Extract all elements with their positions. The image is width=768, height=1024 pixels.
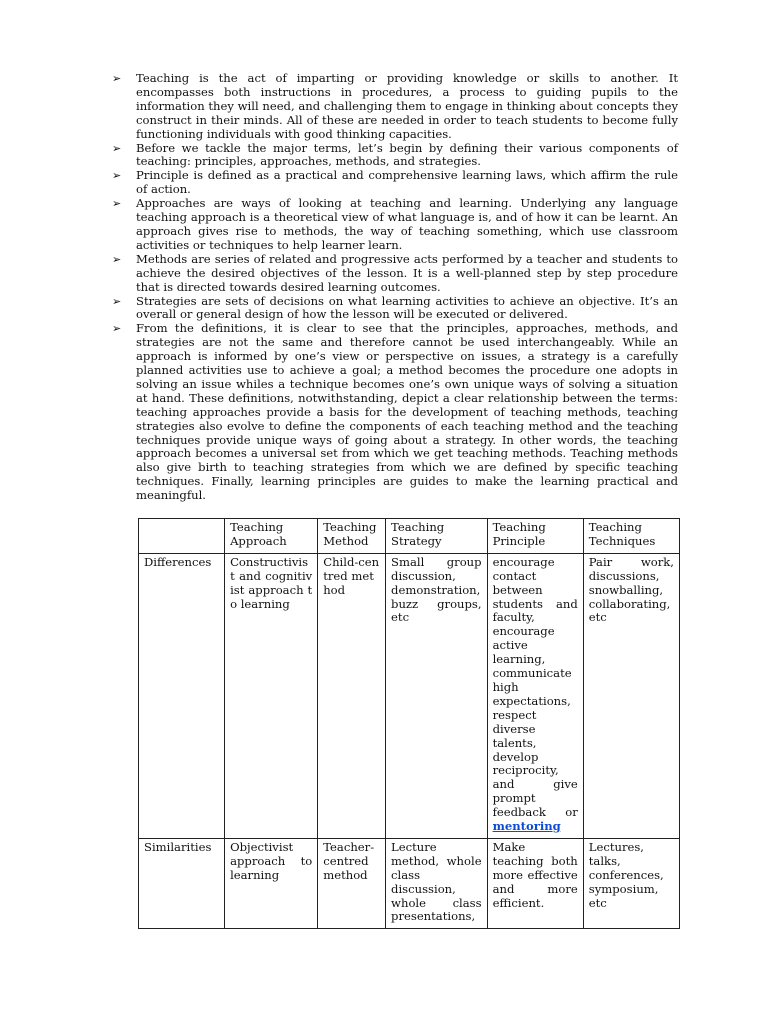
table-header-row	[139, 519, 680, 554]
table-header-cell: Teaching Method	[318, 519, 386, 554]
paragraph-definitions: ➢ From the definitions, it is clear to see that the principles, approaches, methods, and strategies are not the same and therefore cannot be used interchangeably. While an approach is informed by one’s view or perspective on issues, a strategy is a carefully planned activities use to achieve a goal; a method becomes the procedure one adopts in solving an issue whiles a technique becomes one’s own unique ways of solving a situation at hand. These definitions, notwithstanding, depict a clear relationship between the terms: teaching approaches provide a basis for the development of teaching methods, teaching strategies also evolve to define the components of each teaching method and the teaching techniques provide unique ways of going about a strategy. In other words, the teaching approach becomes a universal set from which we get teaching methods. Teaching methods also give birth to teaching strategies from which we are defined by specific teaching techniques. Finally, learning principles are guides to make the learning practical and meaningful.	[112, 321, 678, 503]
arrow-bullet-icon: ➢	[112, 294, 122, 308]
row-label: Differences	[139, 553, 225, 838]
paragraph-principle: ➢ Principle is defined as a practical and comprehensive learning laws, which affirm the rule of action.	[112, 168, 678, 197]
table-row	[139, 553, 680, 838]
paragraph-teaching: ➢ Teaching is the act of imparting or providing knowledge or skills to another. It encompasses both instructions in procedures, a process to guiding pupils to the information they will need, and challenging them to engage in thinking about concepts they construct in their minds. All of these are needed in order to teach students to become fully functioning individuals with good thinking capacities.	[112, 71, 678, 141]
table-row	[139, 838, 680, 928]
table-cell: Teacher-centred method	[318, 838, 386, 928]
table-header-cell: Teaching Approach	[225, 519, 318, 554]
table-cell: Make teaching both more effective and more efficient.	[487, 838, 583, 928]
arrow-bullet-icon: ➢	[112, 252, 122, 266]
table-header-cell: Teaching Principle	[487, 519, 583, 554]
paragraph-strategies: ➢ Strategies are sets of decisions on what learning activities to achieve an objective. It’s an overall or general design of how the lesson will be executed or delivered.	[112, 293, 678, 322]
arrow-bullet-icon: ➢	[112, 197, 122, 211]
mentoring-link[interactable]: mentoring	[492, 819, 561, 834]
paragraph-methods: ➢ Methods are series of related and progressive acts performed by a teacher and students to achieve the desired objectives of the lesson. It is a well-planned step by step procedure that is directed towards desired learning outcomes.	[112, 251, 678, 294]
table-cell: Constructivist and cognitivist approach to learning	[225, 553, 318, 838]
arrow-bullet-icon: ➢	[112, 141, 122, 155]
table-cell: Objectivist approach to learning	[225, 838, 318, 928]
table-cell: Small group discussion, demonstration, buzz groups, etc	[386, 553, 488, 838]
comparison-table	[138, 518, 680, 929]
table-cell: Lecture method, whole class discussion, whole class presentations,	[386, 838, 488, 928]
table-cell: Lectures, talks, conferences, symposium, etc	[583, 838, 679, 928]
bullet-list	[112, 72, 678, 503]
paragraph-approaches: ➢ Approaches are ways of looking at teaching and learning. Underlying any language teaching approach is a theoretical view of what language is, and of how it can be learnt. An approach gives rise to methods, the way of teaching something, which use classroom activities or techniques to help learner learn.	[112, 196, 678, 252]
table-header-cell: Teaching Strategy	[386, 519, 488, 554]
table-header-cell	[139, 519, 225, 554]
paragraph-components: ➢ Before we tackle the major terms, let’s begin by defining their various components of teaching: principles, approaches, methods, and strategies.	[112, 140, 678, 169]
table-cell: Child-centred method	[318, 553, 386, 838]
table-header-cell: Teaching Techniques	[583, 519, 679, 554]
arrow-bullet-icon: ➢	[112, 322, 122, 336]
arrow-bullet-icon: ➢	[112, 169, 122, 183]
table-cell: Pair work, discussions, snowballing, collaborating, etc	[583, 553, 679, 838]
row-label: Similarities	[139, 838, 225, 928]
table-cell-principle: encourage contact between students and faculty, encourage active learning, communicate high expectations, respect diverse talents, develop reciprocity, and give prompt feedback or mentoring	[487, 553, 583, 838]
arrow-bullet-icon: ➢	[112, 72, 122, 85]
